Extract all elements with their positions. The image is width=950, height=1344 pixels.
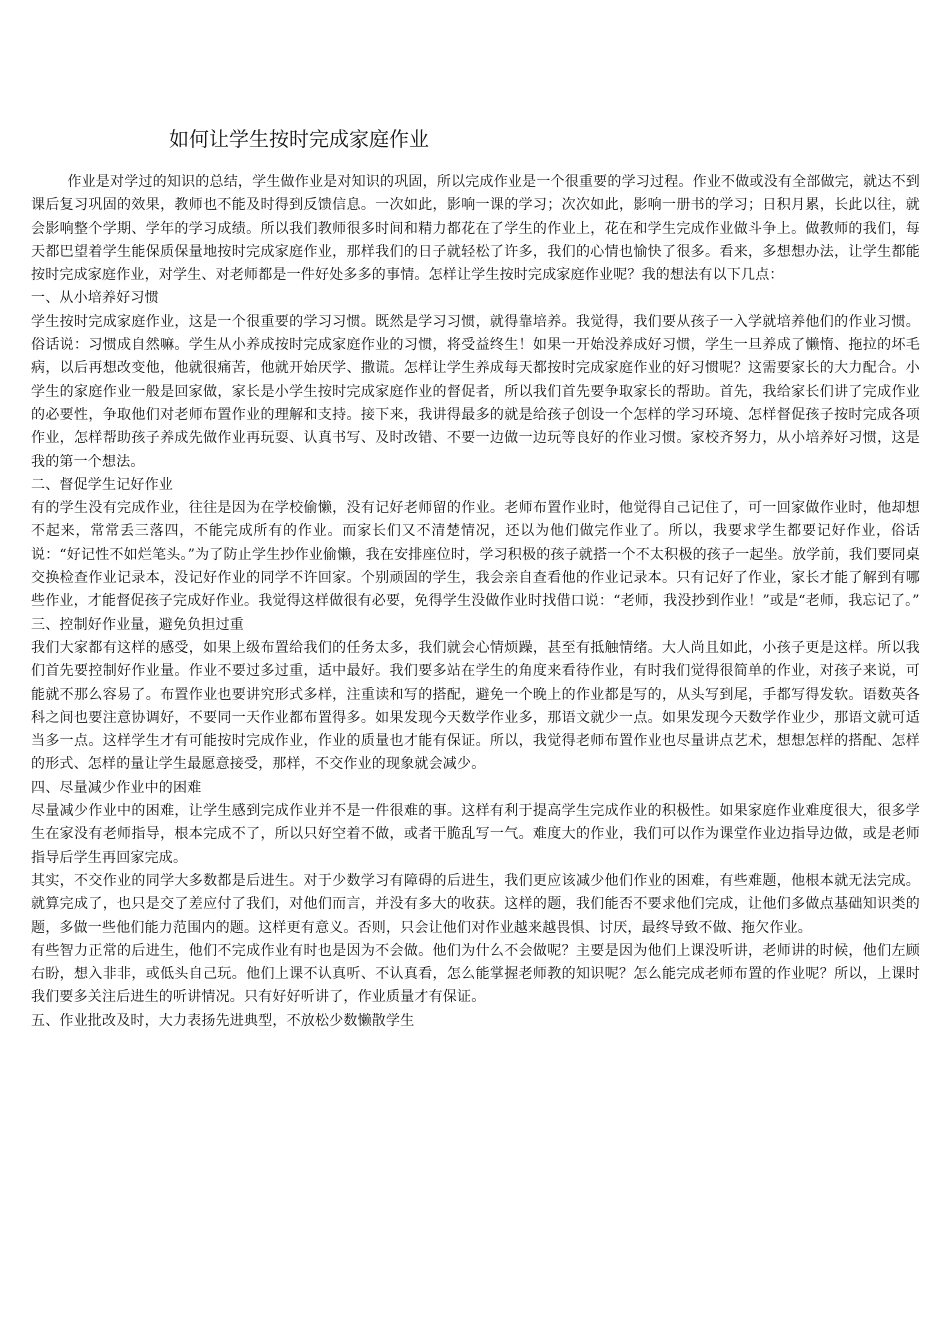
section-4-paragraph-2: 其实，不交作业的同学大多数都是后进生。对于少数学习有障碍的后进生，我们更应该减少他们作业的困难，有些难题，他根本就无法完成。就算完成了，也只是交了差应付了我们，对他们而言，并没有多大的收获。这样的题，我们能否不要求他们完成，让他们多做点基础知识类的题，多做一些他们能力范围内的题。这样更有意义。否则，只会让他们对作业越来越畏惧、讨厌，最终导致不做、拖欠作业。 bbox=[31, 872, 920, 936]
section-heading-3: 三、控制好作业量，避免负担过重 bbox=[31, 616, 244, 633]
section-4-paragraph-3: 有些智力正常的后进生，他们不完成作业有时也是因为不会做。他们为什么不会做呢？主要是因为他们上课没听讲，老师讲的时候，他们左顾右盼，想入非非，或低头自己玩。他们上课不认真听、不认真看，怎么能掌握老师教的知识呢？怎么能完成老师布置的作业呢？所以，上课时我们要多关注后进生的听讲情况。只有好好听讲了，作业质量才有保证。 bbox=[31, 942, 920, 1006]
document-title: 如何让学生按时完成家庭作业 bbox=[169, 127, 429, 151]
section-3-paragraph-1: 我们大家都有这样的感受，如果上级布置给我们的任务太多，我们就会心情烦躁，甚至有抵触情绪。大人尚且如此，小孩子更是这样。所以我们首先要控制好作业量。作业不要过多过重，适中最好。我们要多站在学生的角度来看待作业，有时我们觉得很简单的作业，对孩子来说，可能就不那么容易了。布置作业也要讲究形式多样，注重读和写的搭配，避免一个晚上的作业都是写的，从头写到尾，手都写得发软。语数英各科之间也要注意协调好，不要同一天作业都布置得多。如果发现今天数学作业多，那语文就少一点。如果发现今天数学作业少，那语文就可适当多一点。这样学生才有可能按时完成作业，作业的质量也才能有保证。所以，我觉得老师布置作业也尽量讲点艺术，想想怎样的搭配、怎样的形式、怎样的量让学生最愿意接受，那样，不交作业的现象就会减少。 bbox=[31, 639, 920, 773]
section-heading-4: 四、尽量减少作业中的困难 bbox=[31, 779, 202, 796]
section-1-paragraph-1: 学生按时完成家庭作业，这是一个很重要的学习习惯。既然是学习习惯，就得靠培养。我觉得，我们要从孩子一入学就培养他们的作业习惯。俗话说：习惯成自然嘛。学生从小养成按时完成家庭作业的习惯，将受益终生！如果一开始没养成好习惯，学生一旦养成了懒惰、拖拉的坏毛病，以后再想改变他，他就很痛苦，他就开始厌学、撒谎。怎样让学生养成每天都按时完成家庭作业的好习惯呢？这需要家长的大力配合。小学生的家庭作业一般是回家做，家长是小学生按时完成家庭作业的督促者，所以我们首先要争取家长的帮助。首先，我给家长们讲了完成作业的必要性，争取他们对老师布置作业的理解和支持。接下来，我讲得最多的就是给孩子创设一个怎样的学习环境、怎样督促孩子按时完成各项作业，怎样帮助孩子养成先做作业再玩耍、认真书写、及时改错、不要一边做一边玩等良好的作业习惯。家校齐努力，从小培养好习惯，这是我的第一个想法。 bbox=[31, 313, 920, 470]
section-2-paragraph-1: 有的学生没有完成作业，往往是因为在学校偷懒，没有记好老师留的作业。老师布置作业时，他觉得自己记住了，可一回家做作业时，他却想不起来，常常丢三落四，不能完成所有的作业。而家长们又不清楚情况，还以为他们做完作业了。所以，我要求学生都要记好作业，俗话说：“好记性不如烂笔头。”为了防止学生抄作业偷懒，我在安排座位时，学习积极的孩子就搭一个不太积极的孩子一起坐。放学前，我们要同桌交换检查作业记录本，没记好作业的同学不许回家。个别顽固的学生，我会亲自查看他的作业记录本。只有记好了作业，家长才能了解到有哪些作业，才能督促孩子完成好作业。我觉得这样做很有必要，免得学生没做作业时找借口说：“老师，我没抄到作业！”或是“老师，我忘记了。” bbox=[31, 500, 920, 610]
section-heading-2: 二、督促学生记好作业 bbox=[31, 476, 173, 493]
section-heading-5: 五、作业批改及时，大力表扬先进典型，不放松少数懒散学生 bbox=[31, 1012, 415, 1029]
document-body bbox=[31, 171, 920, 1033]
document-page bbox=[31, 0, 920, 1033]
intro-paragraph: 作业是对学过的知识的总结，学生做作业是对知识的巩固，所以完成作业是一个很重要的学习过程。作业不做或没有全部做完，就达不到课后复习巩固的效果，教师也不能及时得到反馈信息。一次如此，影响一课的学习；次次如此，影响一册书的学习；日积月累，长此以往，就会影响整个学期、学年的学习成绩。所以我们教师很多时间和精力都花在了学生的作业上，花在和学生完成作业做斗争上。做教师的我们，每天都巴望着学生能保质保量地按时完成家庭作业，那样我们的日子就轻松了许多，我们的心情也愉快了很多。看来，多想想办法，让学生都能按时完成家庭作业，对学生、对老师都是一件好处多多的事情。怎样让学生按时完成家庭作业呢？我的想法有以下几点： bbox=[31, 174, 920, 284]
section-heading-1: 一、从小培养好习惯 bbox=[31, 290, 159, 307]
section-4-paragraph-1: 尽量减少作业中的困难，让学生感到完成作业并不是一件很难的事。这样有利于提高学生完成作业的积极性。如果家庭作业难度很大，很多学生在家没有老师指导，根本完成不了，所以只好空着不做，或者干脆乱写一气。难度大的作业，我们可以作为课堂作业边指导边做，或是老师指导后学生再回家完成。 bbox=[31, 803, 920, 866]
